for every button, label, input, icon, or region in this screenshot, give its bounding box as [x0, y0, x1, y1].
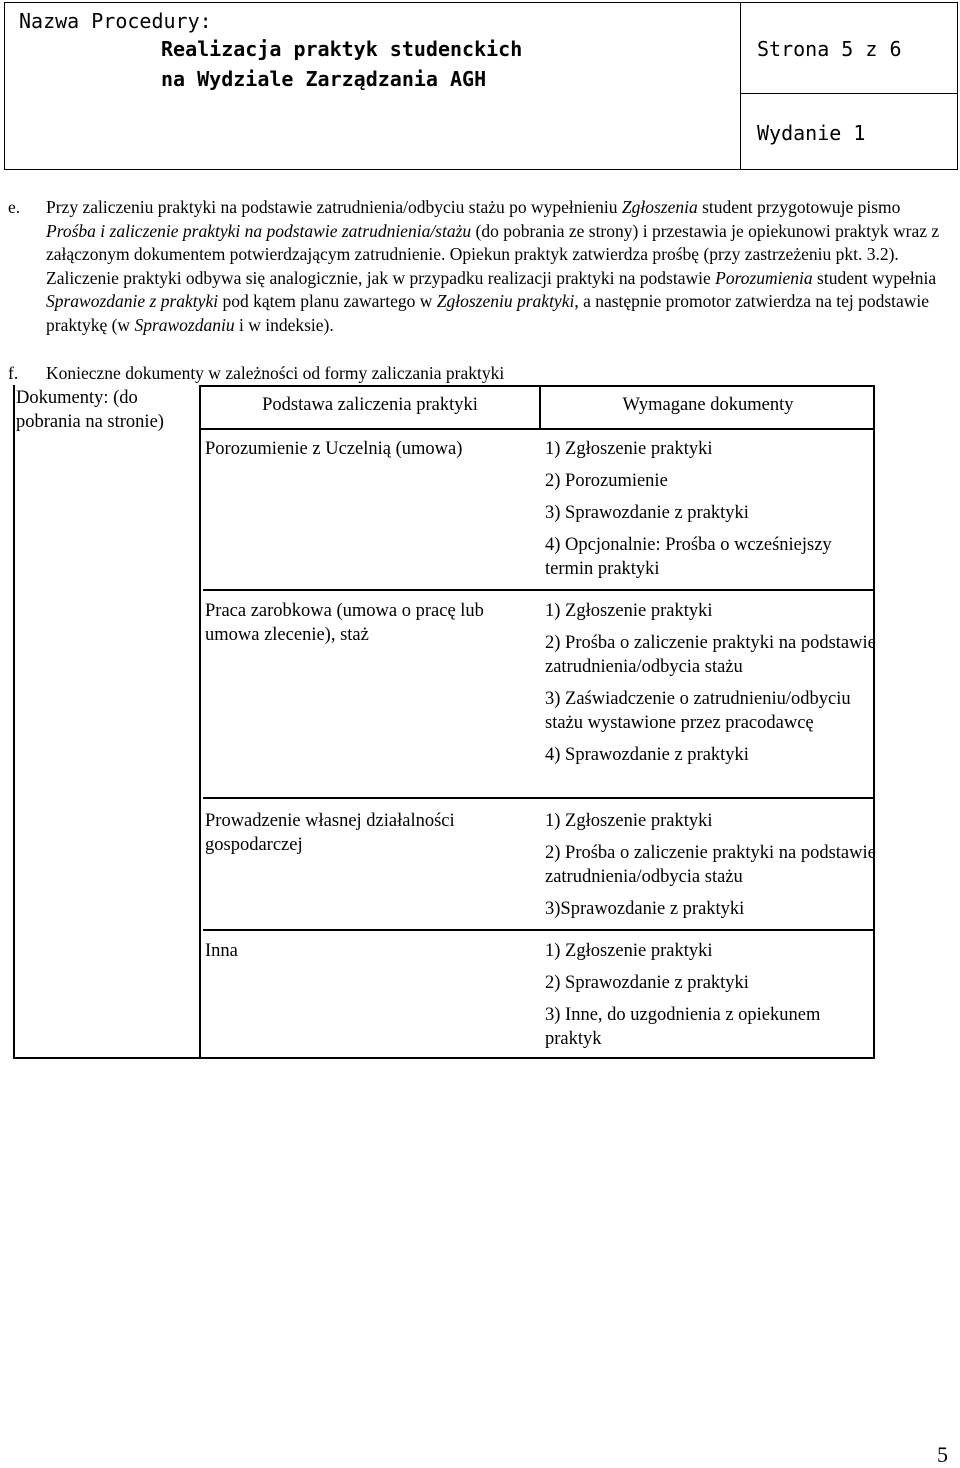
document-item: 1) Zgłoszenie praktyki [545, 601, 713, 621]
paragraph-e-text [46, 196, 953, 338]
row-divider [203, 797, 873, 799]
table-row [201, 939, 873, 1057]
para-e-text-3: (do pobrania ze strony) i przestawia je opiekunowi praktyk wraz z załączonym dokumentem potwierdzającym zatrudnienie. Opiekun praktyk zatwierdza prośbę (przy zastrzeżeniu pkt. 3.2). Zaliczenie praktyki odbywa się analogicznie, jak w przypadku realizacji praktyki na podstawie [46, 220, 940, 288]
para-e-text-2: student przygotowuje pismo [697, 197, 901, 217]
procedure-label: Nazwa Procedury: [19, 9, 212, 33]
required-documents-list [545, 809, 879, 929]
document-item: 2) Sprawozdanie z praktyki [545, 973, 749, 993]
para-e-text-5: pod kątem planu zawartego w [218, 291, 437, 312]
column-header-documents: Wymagane dokumenty [622, 395, 794, 415]
table-top-border [201, 385, 873, 387]
basis-cell: Praca zarobkowa (umowa o pracę lub umowa zlecenie), staż [205, 601, 484, 645]
paragraph-f-marker: f. [8, 363, 19, 383]
document-item: 2) Prośba o zaliczenie praktyki na podstawie zatrudnienia/odbycia stażu [545, 843, 876, 887]
document-item: 3)Sprawozdanie z praktyki [545, 899, 745, 919]
page-number: 5 [937, 1442, 948, 1467]
basis-cell: Prowadzenie własnej działalności gospodarczej [205, 811, 455, 855]
table-header-bottom-border [201, 428, 873, 430]
paragraph-f-text: Konieczne dokumenty w zależności od formy zaliczania praktyki [46, 363, 505, 383]
documents-table [13, 385, 875, 1059]
paragraph-e [8, 196, 953, 338]
para-e-italic-6: Sprawozdaniu [134, 314, 235, 335]
document-item: 3) Sprawozdanie z praktyki [545, 503, 749, 523]
document-item: 4) Sprawozdanie z praktyki [545, 745, 749, 765]
para-e-italic-5: Zgłoszeniu praktyki [436, 291, 575, 312]
required-documents-list [545, 599, 879, 775]
para-e-italic-3: Porozumienia [715, 267, 813, 288]
column-header-basis: Podstawa zaliczenia praktyki [262, 395, 478, 415]
document-item: 3) Zaświadczenie o zatrudnieniu/odbyciu stażu wystawione przez pracodawcę [545, 689, 851, 733]
page-indicator: Strona 5 z 6 [757, 37, 902, 61]
table-row [201, 437, 873, 591]
para-e-text-6: , a następnie promotor zatwierdza na tej podstawie praktykę (w [46, 291, 930, 335]
para-e-italic-4: Sprawozdanie z praktyki [46, 291, 219, 312]
para-e-text-1: Przy zaliczeniu praktyki na podstawie zatrudnienia/odbyciu stażu po wypełnieniu [46, 197, 622, 217]
header-horizontal-divider [740, 93, 957, 94]
edition-indicator: Wydanie 1 [757, 121, 866, 145]
table-row [201, 599, 876, 799]
para-e-italic-1: Zgłoszenia [621, 197, 698, 217]
para-e-text-7: i w indeksie). [234, 314, 334, 335]
row-divider [203, 589, 873, 591]
paragraph-f [8, 362, 505, 384]
required-documents-list [545, 939, 879, 1059]
document-item: 2) Porozumienie [545, 471, 668, 491]
table-row [201, 809, 876, 931]
document-item: 2) Prośba o zaliczenie praktyki na podstawie zatrudnienia/odbycia stażu [545, 633, 876, 677]
procedure-title-line1: Realizacja praktyk studenckich [161, 37, 523, 61]
required-documents-list [545, 437, 879, 589]
documents-download-label: Dokumenty: (do pobrania na stronie) [16, 388, 164, 432]
document-item: 1) Zgłoszenie praktyki [545, 941, 713, 961]
para-e-text-4: student wypełnia [812, 267, 937, 288]
paragraph-e-marker: e. [8, 197, 21, 217]
document-item: 1) Zgłoszenie praktyki [545, 811, 713, 831]
row-divider [203, 929, 873, 931]
basis-cell: Porozumienie z Uczelnią (umowa) [205, 439, 463, 459]
document-item: 3) Inne, do uzgodnienia z opiekunem praktyk [545, 1005, 821, 1049]
basis-cell: Inna [205, 941, 238, 961]
documents-left-column [15, 385, 201, 1057]
para-e-italic-2: Prośba i zaliczenie praktyki na podstawie zatrudnienia/stażu [46, 220, 472, 241]
procedure-header [4, 2, 958, 170]
header-vertical-divider [740, 3, 741, 169]
document-item: 1) Zgłoszenie praktyki [545, 439, 713, 459]
document-item: 4) Opcjonalnie: Prośba o wcześniejszy termin praktyki [545, 535, 832, 579]
procedure-title-line2: na Wydziale Zarządzania AGH [161, 67, 487, 91]
